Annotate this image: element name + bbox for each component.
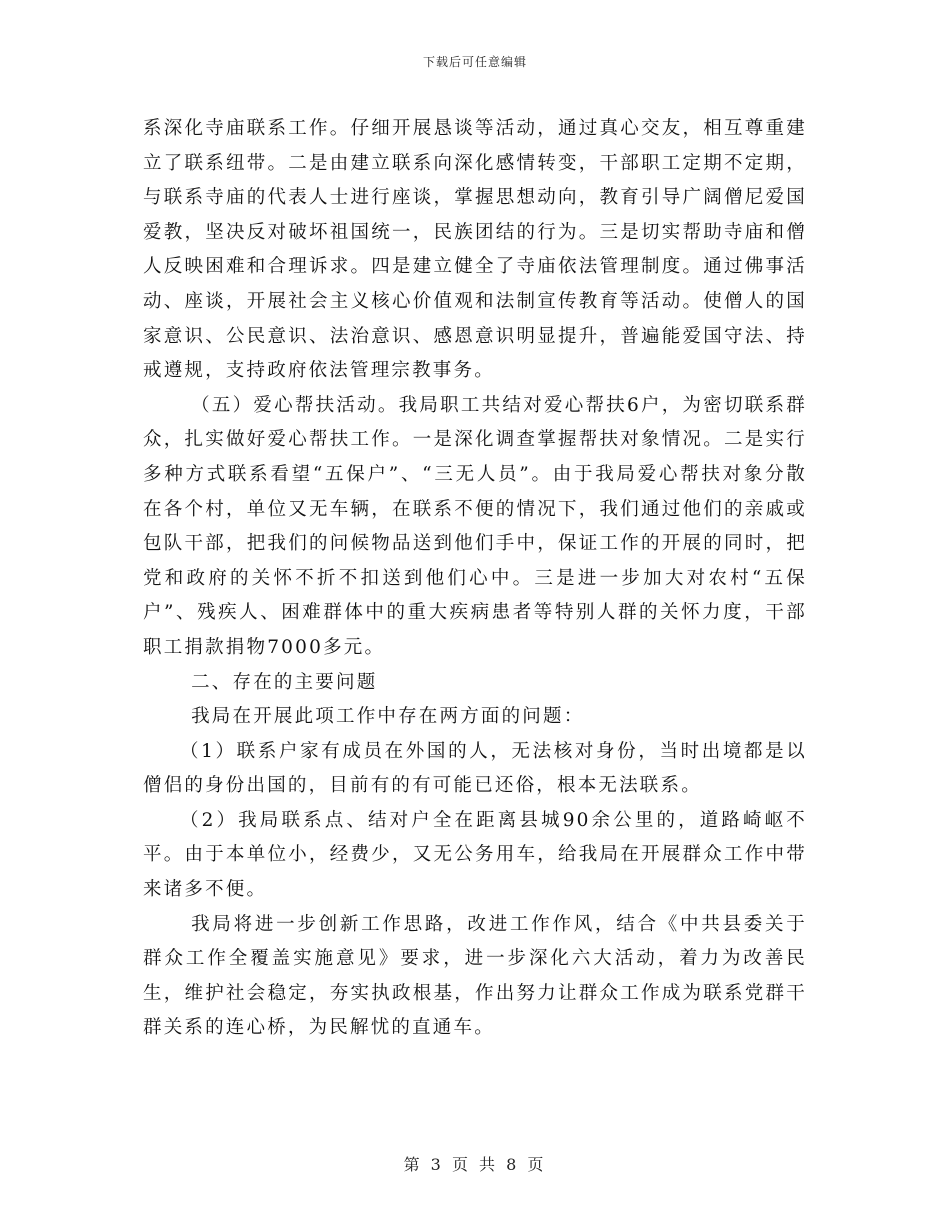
document-body [143, 112, 807, 1046]
paragraph-problems-intro: 我局在开展此项工作中存在两方面的问题： [191, 706, 585, 728]
paragraph-caring-assistance: （五）爱心帮扶活动。我局职工共结对爱心帮扶6户，为密切联系群众，扎实做好爱心帮扶工作。一是深化调查掌握帮扶对象情况。二是实行多种方式联系看望“五保户”、“三无人员”。由于我局爱心帮扶对象分散在各个村，单位又无车辆，在联系不便的情况下，我们通过他们的亲戚或包队干部，把我们的问候物品送到他们手中，保证工作的开展的同时，把党和政府的关怀不折不扣送到他们心中。三是进一步加大对农村“五保户”、残疾人、困难群体中的重大疾病患者等特别人群的关怀力度，干部职工捐款捐物7000多元。 [143, 394, 807, 658]
paragraph-temple-liaison: 系深化寺庙联系工作。仔细开展恳谈等活动，通过真心交友，相互尊重建立了联系纽带。二是由建立联系向深化感情转变，干部职工定期不定期，与联系寺庙的代表人士进行座谈，掌握思想动向，教育引导广阔僧尼爱国爱教，坚决反对破坏祖国统一，民族团结的行为。三是切实帮助寺庙和僧人反映困难和合理诉求。四是建立健全了寺庙依法管理制度。通过佛事活动、座谈，开展社会主义核心价值观和法制宣传教育等活动。使僧人的国家意识、公民意识、法治意识、感恩意识明显提升，普遍能爱国守法、持戒遵规，支持政府依法管理宗教事务。 [143, 118, 807, 382]
page-header: 下载后可任意编辑 [422, 55, 527, 69]
page-number: 第 3 页 共 8 页 [403, 1155, 547, 1174]
paragraph-problem-2: （2）我局联系点、结对户全在距离县城90余公里的，道路崎岖不平。由于本单位小，经费少，又无公务用车，给我局在开展群众工作中带来诸多不便。 [143, 809, 807, 901]
paragraph-next-steps: 我局将进一步创新工作思路，改进工作作风，结合《中共县委关于群众工作全覆盖实施意见》要求，进一步深化六大活动，着力为改善民生，维护社会稳定，夯实执政根基，作出努力让群众工作成为联系党群干群关系的连心桥，为民解忧的直通车。 [143, 913, 807, 1039]
paragraph-problem-1: （1）联系户家有成员在外国的人，无法核对身份，当时出境都是以僧侣的身份出国的，目前有的有可能已还俗，根本无法联系。 [143, 740, 807, 797]
section-heading-main-problems: 二、存在的主要问题 [191, 671, 378, 693]
